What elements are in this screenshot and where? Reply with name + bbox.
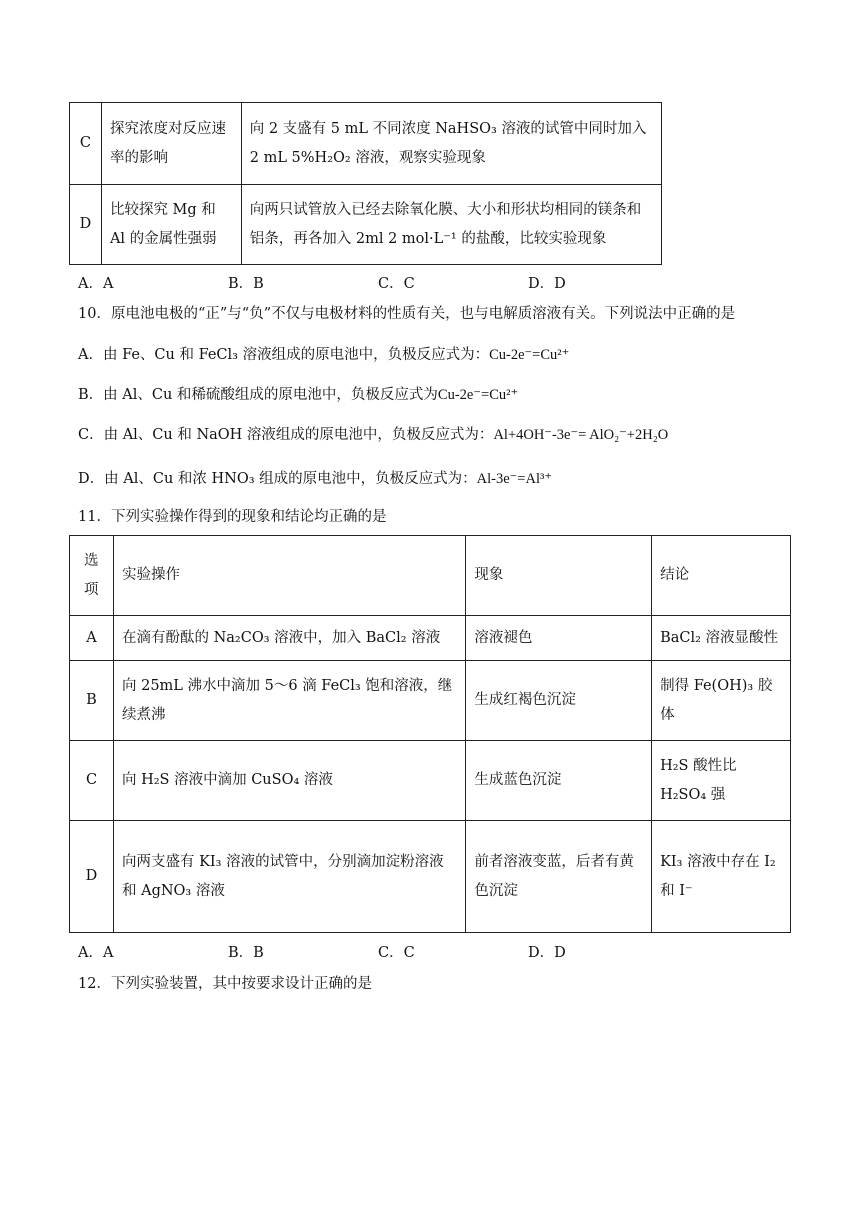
option-a[interactable]: A．A bbox=[78, 276, 114, 292]
phenomenon-cell: 溶液褪色 bbox=[466, 616, 652, 661]
table-row bbox=[70, 821, 791, 933]
q12-stem: 12．下列实验装置，其中按要求设计正确的是 bbox=[78, 976, 372, 992]
conclusion-cell: KI₃ 溶液中存在 I₂ 和 I⁻ bbox=[652, 821, 791, 933]
operation-cell: 在滴有酚酞的 Na₂CO₃ 溶液中，加入 BaCl₂ 溶液 bbox=[113, 616, 465, 661]
q11-table bbox=[69, 535, 791, 933]
row-label: A bbox=[70, 616, 114, 661]
operation-cell: 向 2 支盛有 5 mL 不同浓度 NaHSO₃ 溶液的试管中同时加入 2 mL 5%H₂O₂ 溶液，观察实验现象 bbox=[241, 103, 661, 185]
formula: Cu-2e⁻=Cu²⁺ bbox=[489, 347, 570, 363]
q11-stem: 11．下列实验操作得到的现象和结论均正确的是 bbox=[78, 509, 387, 525]
table-row bbox=[70, 103, 662, 185]
option-b[interactable]: B．B bbox=[228, 276, 264, 292]
option-d[interactable]: D．D bbox=[528, 276, 566, 292]
formula: Al-3e⁻=Al³⁺ bbox=[476, 471, 552, 487]
option-d[interactable]: D．D bbox=[528, 945, 566, 961]
row-label: C bbox=[70, 103, 102, 185]
header-conclusion: 结论 bbox=[652, 536, 791, 616]
option-b[interactable]: B．B bbox=[228, 945, 264, 961]
operation-cell: 向两支盛有 KI₃ 溶液的试管中，分别滴加淀粉溶液和 AgNO₃ 溶液 bbox=[113, 821, 465, 933]
header-option: 选项 bbox=[70, 536, 114, 616]
option-text: D．由 Al、Cu 和浓 HNO₃ 组成的原电池中，负极反应式为： bbox=[78, 471, 477, 487]
q10-option-c[interactable] bbox=[78, 425, 668, 445]
q9-options bbox=[78, 272, 566, 293]
q11-options bbox=[78, 941, 566, 962]
option-c[interactable]: C．C bbox=[378, 945, 415, 961]
table-row bbox=[70, 741, 791, 821]
q10-stem: 10．原电池电极的“正”与“负”不仅与电极材料的性质有关，也与电解质溶液有关。下列说法中正确的是 bbox=[78, 306, 736, 322]
row-label: B bbox=[70, 661, 114, 741]
option-text: B．由 Al、Cu 和稀硫酸组成的原电池中，负极反应式为 bbox=[78, 387, 438, 403]
option-text: A．由 Fe、Cu 和 FeCl₃ 溶液组成的原电池中，负极反应式为： bbox=[78, 347, 490, 363]
q9-table bbox=[69, 102, 662, 265]
conclusion-cell: H₂S 酸性比 H₂SO₄ 强 bbox=[652, 741, 791, 821]
operation-cell: 向 25mL 沸水中滴加 5～6 滴 FeCl₃ 饱和溶液，继续煮沸 bbox=[113, 661, 465, 741]
q10-option-d[interactable] bbox=[78, 469, 552, 489]
purpose-cell: 探究浓度对反应速率的影响 bbox=[101, 103, 241, 185]
operation-cell: 向两只试管放入已经去除氧化膜、大小和形状均相同的镁条和铝条，再各加入 2ml 2 mol·L⁻¹ 的盐酸，比较实验现象 bbox=[241, 185, 661, 265]
formula: Al+4OH⁻-3e⁻= AlO₂⁻+2H₂O bbox=[493, 427, 669, 443]
phenomenon-cell: 前者溶液变蓝，后者有黄色沉淀 bbox=[466, 821, 652, 933]
header-phenomenon: 现象 bbox=[466, 536, 652, 616]
row-label: D bbox=[70, 821, 114, 933]
operation-cell: 向 H₂S 溶液中滴加 CuSO₄ 溶液 bbox=[113, 741, 465, 821]
option-text: C．由 Al、Cu 和 NaOH 溶液组成的原电池中，负极反应式为： bbox=[78, 427, 494, 443]
formula: Cu-2e⁻=Cu²⁺ bbox=[437, 387, 519, 403]
row-label: C bbox=[70, 741, 114, 821]
purpose-cell: 比较探究 Mg 和 Al 的金属性强弱 bbox=[101, 185, 241, 265]
phenomenon-cell: 生成红褐色沉淀 bbox=[466, 661, 652, 741]
conclusion-cell: 制得 Fe(OH)₃ 胶体 bbox=[652, 661, 791, 741]
table-row bbox=[70, 616, 791, 661]
table-row bbox=[70, 185, 662, 265]
row-label: D bbox=[70, 185, 102, 265]
q10-option-b[interactable] bbox=[78, 385, 518, 405]
phenomenon-cell: 生成蓝色沉淀 bbox=[466, 741, 652, 821]
option-a[interactable]: A．A bbox=[78, 945, 114, 961]
option-c[interactable]: C．C bbox=[378, 276, 415, 292]
header-operation: 实验操作 bbox=[113, 536, 465, 616]
table-header-row bbox=[70, 536, 791, 616]
conclusion-cell: BaCl₂ 溶液显酸性 bbox=[652, 616, 791, 661]
q10-option-a[interactable] bbox=[78, 345, 569, 365]
table-row bbox=[70, 661, 791, 741]
